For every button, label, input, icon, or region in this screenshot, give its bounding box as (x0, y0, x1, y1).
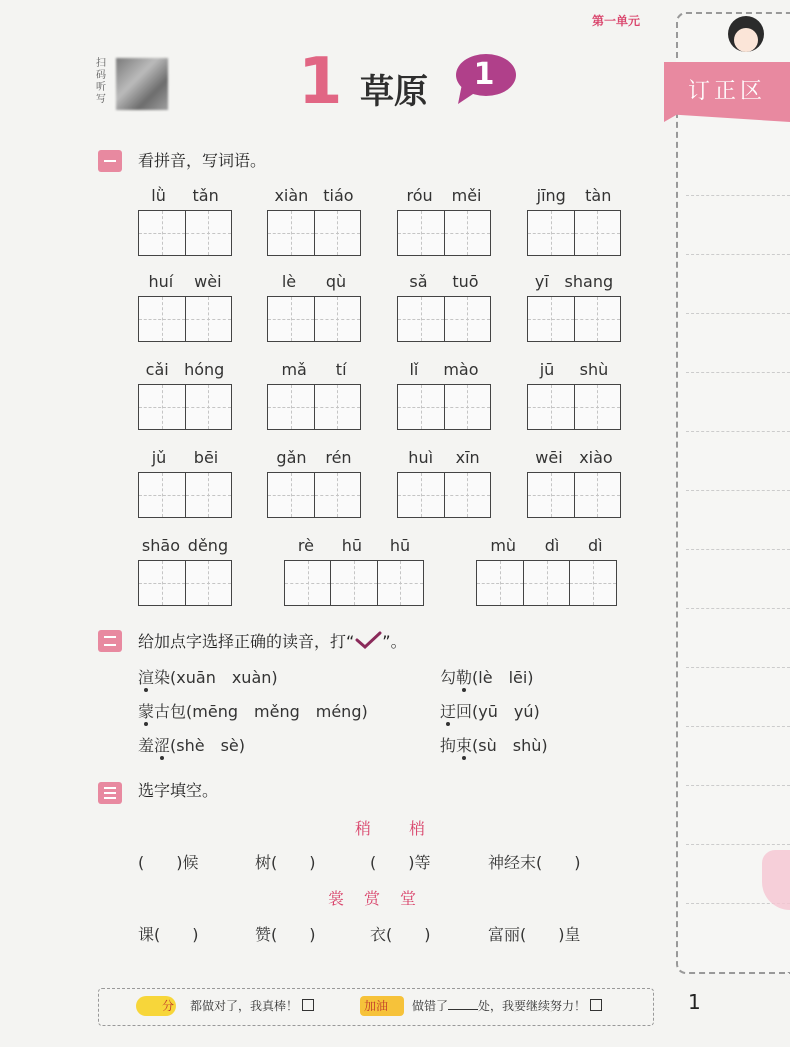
all-correct-text (190, 998, 314, 1014)
pinyin-syllable: cǎi (145, 360, 169, 379)
grid-cell[interactable] (398, 473, 444, 517)
word-char: 迂 (440, 702, 457, 721)
grid-cell[interactable] (528, 473, 574, 517)
pronunciation-item[interactable] (440, 666, 534, 690)
grid-cell[interactable] (139, 385, 185, 429)
pinyin-label (397, 272, 491, 292)
fill-blank[interactable]: 富丽( )皇 (488, 925, 581, 944)
word-char: 束 (456, 736, 473, 755)
grid-cell[interactable] (139, 561, 185, 605)
grid-cell[interactable] (139, 297, 185, 341)
writing-grid[interactable] (284, 560, 424, 606)
pinyin-syllable: wèi (194, 272, 222, 291)
pinyin-syllable: rè (297, 536, 314, 555)
grid-cell[interactable] (185, 473, 232, 517)
word-char: 回 (456, 702, 473, 721)
pinyin-label (138, 448, 232, 468)
word-char: 羞 (138, 736, 155, 755)
correction-line (686, 549, 790, 550)
pronunciation-item[interactable] (440, 700, 540, 724)
grid-cell[interactable] (398, 211, 444, 255)
grid-cell[interactable] (377, 561, 423, 605)
pinyin-syllable: jīng (536, 186, 566, 205)
pinyin-syllable: tiáo (323, 186, 354, 205)
pinyin-syllable: dì (544, 536, 560, 555)
word-char: 包 (170, 702, 187, 721)
pinyin-label (138, 360, 232, 380)
pinyin-syllable: wēi (535, 448, 563, 467)
fill-blank[interactable]: 课( ) (138, 925, 199, 944)
writing-grid[interactable] (476, 560, 617, 606)
pronunciation-item[interactable] (440, 734, 548, 758)
pinyin-syllable: rén (325, 448, 352, 467)
correction-line (686, 726, 790, 727)
lesson-number: 1 (298, 45, 343, 119)
pinyin-label (397, 186, 491, 206)
section-badge-2 (98, 630, 122, 652)
grid-cell[interactable] (523, 561, 570, 605)
pinyin-syllable: hū (389, 536, 411, 555)
grid-cell[interactable] (569, 561, 616, 605)
score-label: 分 (162, 999, 175, 1013)
word-char: 染 (154, 668, 171, 687)
fill-blank[interactable]: 衣( ) (370, 925, 431, 944)
fill-blank[interactable]: ( )候 (138, 853, 199, 872)
mistakes-blank[interactable] (448, 1009, 478, 1010)
word-char: 勒 (456, 668, 473, 687)
pinyin-label (267, 360, 361, 380)
grid-cell[interactable] (268, 385, 314, 429)
pinyin-syllable: tí (335, 360, 347, 379)
grid-cell[interactable] (268, 473, 314, 517)
pinyin-options[interactable]: (xuān xuàn) (170, 668, 278, 687)
grid-cell[interactable] (444, 473, 491, 517)
all-correct-label: 都做对了，我真棒！ (190, 999, 299, 1013)
pinyin-syllable: měi (451, 186, 482, 205)
correction-line (686, 195, 790, 196)
pinyin-syllable: shāo (141, 536, 180, 555)
pinyin-label (138, 536, 232, 556)
pinyin-syllable: lè (281, 272, 297, 291)
pinyin-syllable: mào (443, 360, 479, 379)
correction-line (686, 490, 790, 491)
grid-cell[interactable] (139, 211, 185, 255)
pinyin-options[interactable]: (mēng měng méng) (186, 702, 368, 721)
pinyin-syllable: lǜ (151, 186, 166, 205)
mistakes-suffix: 处，我要继续努力！ (478, 999, 587, 1013)
unit-label: 第一单元 (592, 14, 641, 28)
section1-title: 看拼音，写词语。 (138, 151, 267, 170)
page-number: 1 (688, 990, 701, 1014)
correction-panel-title: 订正区 (687, 79, 766, 104)
grid-cell[interactable] (285, 561, 330, 605)
pinyin-syllable: xīn (455, 448, 480, 467)
checkmark-icon (354, 630, 382, 650)
writing-grid[interactable] (397, 296, 491, 342)
pinyin-syllable: xiào (579, 448, 613, 467)
section3-title: 选字填空。 (138, 781, 219, 800)
correction-line (686, 667, 790, 668)
grid-cell[interactable] (314, 473, 361, 517)
writing-grid[interactable] (138, 296, 232, 342)
fill-blank[interactable]: 神经末( ) (488, 853, 581, 872)
grid-cell[interactable] (185, 561, 232, 605)
grid-cell[interactable] (398, 385, 444, 429)
grid-cell[interactable] (528, 385, 574, 429)
pinyin-options[interactable]: (shè sè) (170, 736, 246, 755)
pinyin-label (267, 448, 361, 468)
pinyin-options[interactable]: (yū yú) (472, 702, 540, 721)
word-char: 古 (154, 702, 171, 721)
pronunciation-item[interactable] (138, 734, 245, 758)
grid-cell[interactable] (528, 297, 574, 341)
grid-cell[interactable] (185, 211, 232, 255)
writing-grid[interactable] (138, 472, 232, 518)
page-title: 草原 (360, 72, 428, 112)
grid-cell[interactable] (574, 385, 621, 429)
grid-cell[interactable] (398, 297, 444, 341)
pinyin-syllable: yī (534, 272, 549, 291)
pinyin-syllable: děng (187, 536, 229, 555)
writing-grid[interactable] (397, 384, 491, 430)
grid-cell[interactable] (268, 297, 314, 341)
word-char: 勾 (440, 668, 457, 687)
pinyin-syllable: tǎn (192, 186, 219, 205)
qr-label: 扫码听写 (96, 58, 106, 105)
pinyin-label (397, 360, 491, 380)
fill-blank[interactable]: 赞( ) (255, 925, 316, 944)
writing-grid[interactable] (527, 384, 621, 430)
pinyin-label (527, 272, 621, 292)
pinyin-syllable: mù (490, 536, 517, 555)
section-badge-1 (98, 150, 122, 172)
correction-line (686, 372, 790, 373)
section-badge-3 (98, 782, 122, 804)
grid-cell[interactable] (574, 297, 621, 341)
char-options-2: 裳 赏 堂 (328, 889, 419, 908)
pinyin-syllable: huí (148, 272, 174, 291)
grid-cell[interactable] (268, 211, 314, 255)
grid-cell[interactable] (330, 561, 376, 605)
bubble-number: 1 (473, 57, 495, 92)
pinyin-syllable: bēi (193, 448, 219, 467)
pinyin-syllable: mǎ (281, 360, 307, 379)
pinyin-syllable: jū (539, 360, 555, 379)
pronunciation-item[interactable] (138, 666, 278, 690)
mistakes-checkbox[interactable] (590, 999, 602, 1011)
all-correct-checkbox[interactable] (302, 999, 314, 1011)
pinyin-syllable: hū (341, 536, 363, 555)
word-char: 涩 (154, 736, 171, 755)
writing-grid[interactable] (527, 210, 621, 256)
char-options-1: 稍 梢 (355, 819, 428, 838)
writing-grid[interactable] (138, 560, 232, 606)
pinyin-syllable: sǎ (409, 272, 428, 291)
qr-code[interactable] (116, 58, 168, 110)
writing-grid[interactable] (527, 296, 621, 342)
correction-line (686, 608, 790, 609)
pinyin-syllable: dì (588, 536, 603, 555)
grid-cell[interactable] (185, 385, 232, 429)
pinyin-label (267, 272, 361, 292)
writing-grid[interactable] (138, 210, 232, 256)
word-char: 蒙 (138, 702, 155, 721)
grid-cell[interactable] (574, 211, 621, 255)
jiayou-label: 加油 (364, 999, 389, 1013)
grid-cell[interactable] (477, 561, 523, 605)
pinyin-label (527, 360, 621, 380)
grid-cell[interactable] (574, 473, 621, 517)
mistakes-prefix: 做错了 (412, 999, 449, 1013)
mistakes-text (412, 998, 602, 1014)
pinyin-syllable: shù (579, 360, 609, 379)
writing-grid[interactable] (397, 472, 491, 518)
section2-title (138, 630, 407, 653)
correction-line (686, 313, 790, 314)
pinyin-label (527, 186, 621, 206)
pinyin-label (397, 448, 491, 468)
grid-cell[interactable] (139, 473, 185, 517)
pinyin-label (284, 536, 424, 556)
pinyin-options[interactable]: (lè lēi) (472, 668, 534, 687)
grid-cell[interactable] (444, 385, 491, 429)
pinyin-syllable: gǎn (276, 448, 307, 467)
pronunciation-item[interactable] (138, 700, 368, 724)
correction-panel[interactable] (676, 12, 790, 974)
grid-cell[interactable] (528, 211, 574, 255)
pinyin-label (267, 186, 361, 206)
pinyin-syllable: jǔ (151, 448, 167, 467)
writing-grid[interactable] (527, 472, 621, 518)
pinyin-label (527, 448, 621, 468)
pinyin-syllable: róu (406, 186, 433, 205)
pinyin-syllable: xiàn (274, 186, 309, 205)
word-char: 拘 (440, 736, 457, 755)
fill-blank[interactable]: 树( ) (255, 853, 316, 872)
pinyin-label (476, 536, 617, 556)
writing-grid[interactable] (397, 210, 491, 256)
pinyin-syllable: qù (325, 272, 347, 291)
writing-grid[interactable] (267, 296, 361, 342)
pinyin-syllable: shang (564, 272, 614, 291)
correction-line (686, 431, 790, 432)
word-char: 渲 (138, 668, 155, 687)
grid-cell[interactable] (185, 297, 232, 341)
writing-grid[interactable] (267, 472, 361, 518)
pinyin-syllable: lǐ (409, 360, 419, 379)
writing-grid[interactable] (267, 384, 361, 430)
grid-cell[interactable] (444, 211, 491, 255)
pinyin-syllable: tàn (585, 186, 612, 205)
section2-title-suffix: ”。 (382, 632, 407, 651)
grid-cell[interactable] (444, 297, 491, 341)
grid-cell[interactable] (314, 211, 361, 255)
pinyin-label (138, 186, 232, 206)
correction-line (686, 785, 790, 786)
pinyin-syllable: huì (408, 448, 434, 467)
pinyin-syllable: hóng (184, 360, 225, 379)
writing-grid[interactable] (138, 384, 232, 430)
writing-grid[interactable] (267, 210, 361, 256)
grid-cell[interactable] (314, 385, 361, 429)
pinyin-syllable: tuō (452, 272, 479, 291)
correction-line (686, 844, 790, 845)
pinyin-label (138, 272, 232, 292)
girl-face (734, 28, 758, 52)
section2-title-prefix: 给加点字选择正确的读音，打“ (138, 632, 355, 651)
correction-line (686, 254, 790, 255)
pinyin-options[interactable]: (sù shù) (472, 736, 548, 755)
fill-blank[interactable]: ( )等 (370, 853, 431, 872)
grid-cell[interactable] (314, 297, 361, 341)
